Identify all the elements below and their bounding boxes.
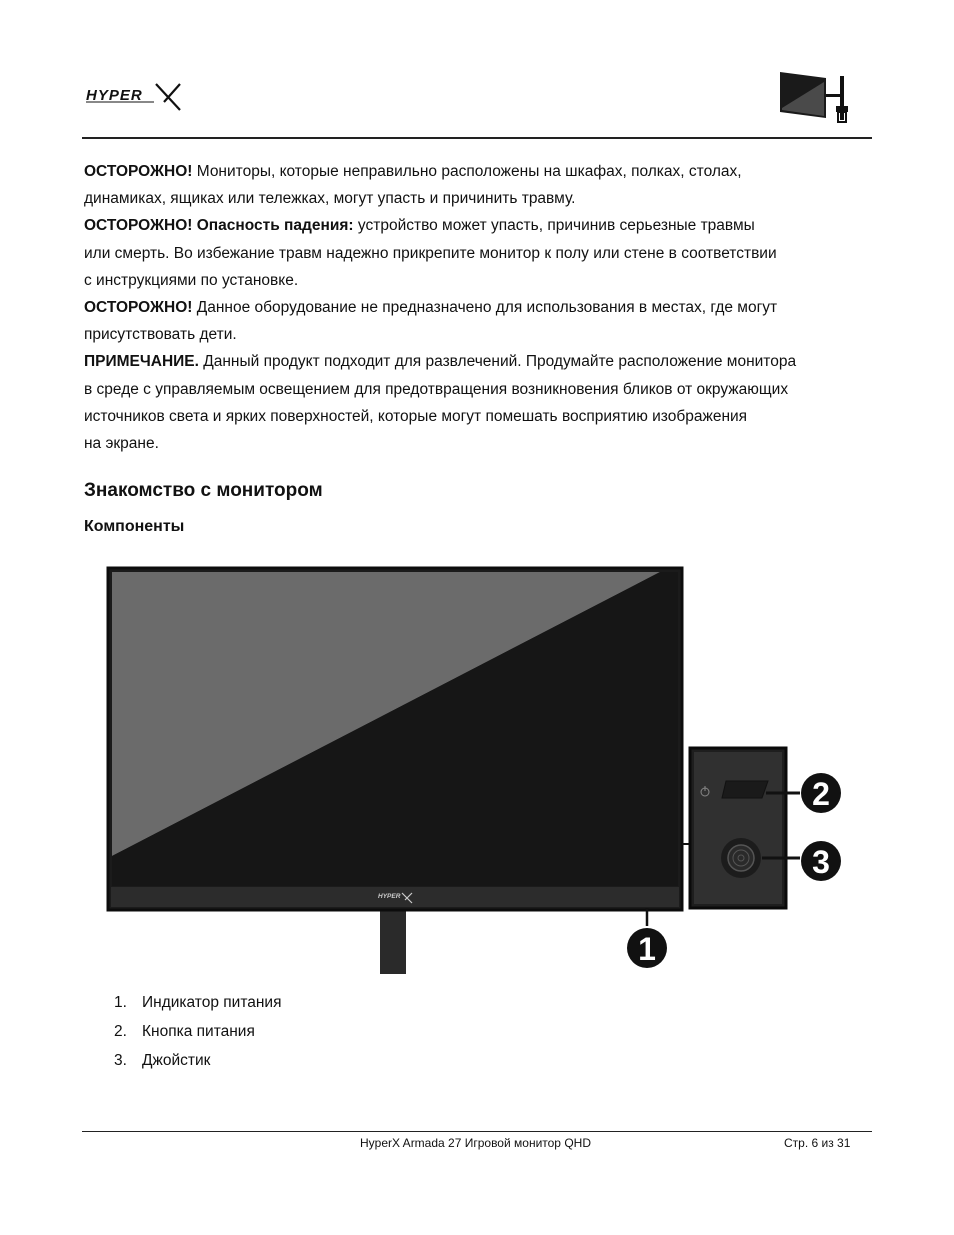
- section-subtitle: Компоненты: [84, 518, 185, 535]
- hyperx-logo-icon: [84, 78, 184, 114]
- warning-paragraph-cont: с инструкциями по установке.: [84, 271, 299, 289]
- monitor-components-figure: [100, 560, 860, 980]
- svg-text:HYPER: HYPER: [378, 893, 401, 900]
- list-item: 3. Джойстик: [114, 1052, 211, 1069]
- warning-label: ОСТОРОЖНО!: [84, 163, 193, 180]
- footer-title: HyperX Armada 27 Игровой монитор QHD: [360, 1136, 591, 1150]
- note-paragraph-cont: на экране.: [84, 435, 159, 453]
- warning-paragraph: ОСТОРОЖНО! Мониторы, которые неправильно расположены на шкафах, полках, столах,: [84, 163, 742, 180]
- page-number: Стр. 6 из 31: [784, 1136, 851, 1150]
- monitor-stand: [380, 908, 406, 974]
- power-button: [722, 781, 768, 798]
- warning-paragraph-cont: динамиках, ящиках или тележках, могут упасть и причинить травму.: [84, 190, 576, 208]
- svg-text:HYPER: HYPER: [86, 87, 143, 104]
- list-item: 1. Индикатор питания: [114, 994, 282, 1011]
- note-paragraph-cont: источников света и ярких поверхностей, которые могут помешать восприятию изображения: [84, 407, 748, 425]
- note-paragraph-cont: в среде с управляемым освещением для предотвращения возникновения бликов от окружающих: [84, 380, 789, 398]
- warning-paragraph-cont: или смерть. Во избежание травм надежно прикрепите монитор к полу или стене в соответствии: [84, 244, 777, 262]
- footer-divider: [82, 1131, 872, 1132]
- monitor-arm-icon: [778, 70, 852, 126]
- warning-paragraph: ОСТОРОЖНО! Данное оборудование не предназначено для использования в местах, где могут: [84, 299, 778, 317]
- warnings-block: [84, 158, 874, 457]
- warning-label: ОСТОРОЖНО!: [84, 299, 193, 317]
- list-item: 2. Кнопка питания: [114, 1023, 255, 1040]
- warning-label: ОСТОРОЖНО! Опасность падения:: [84, 217, 354, 235]
- header-divider: [82, 137, 872, 139]
- warning-paragraph-cont: присутствовать дети.: [84, 326, 237, 344]
- callout-label-1: 1: [638, 931, 656, 967]
- note-label: ПРИМЕЧАНИЕ.: [84, 353, 199, 371]
- callout-label-2: 2: [812, 776, 830, 812]
- warning-paragraph: ОСТОРОЖНО! Опасность падения: устройство может упасть, причинив серьезные травмы: [84, 217, 755, 235]
- joystick: [728, 845, 754, 871]
- components-list: [114, 988, 282, 1075]
- callout-label-3: 3: [812, 844, 830, 880]
- note-paragraph: ПРИМЕЧАНИЕ. Данный продукт подходит для развлечений. Продумайте расположение монитора: [84, 353, 797, 371]
- section-title: Знакомство с монитором: [84, 480, 323, 501]
